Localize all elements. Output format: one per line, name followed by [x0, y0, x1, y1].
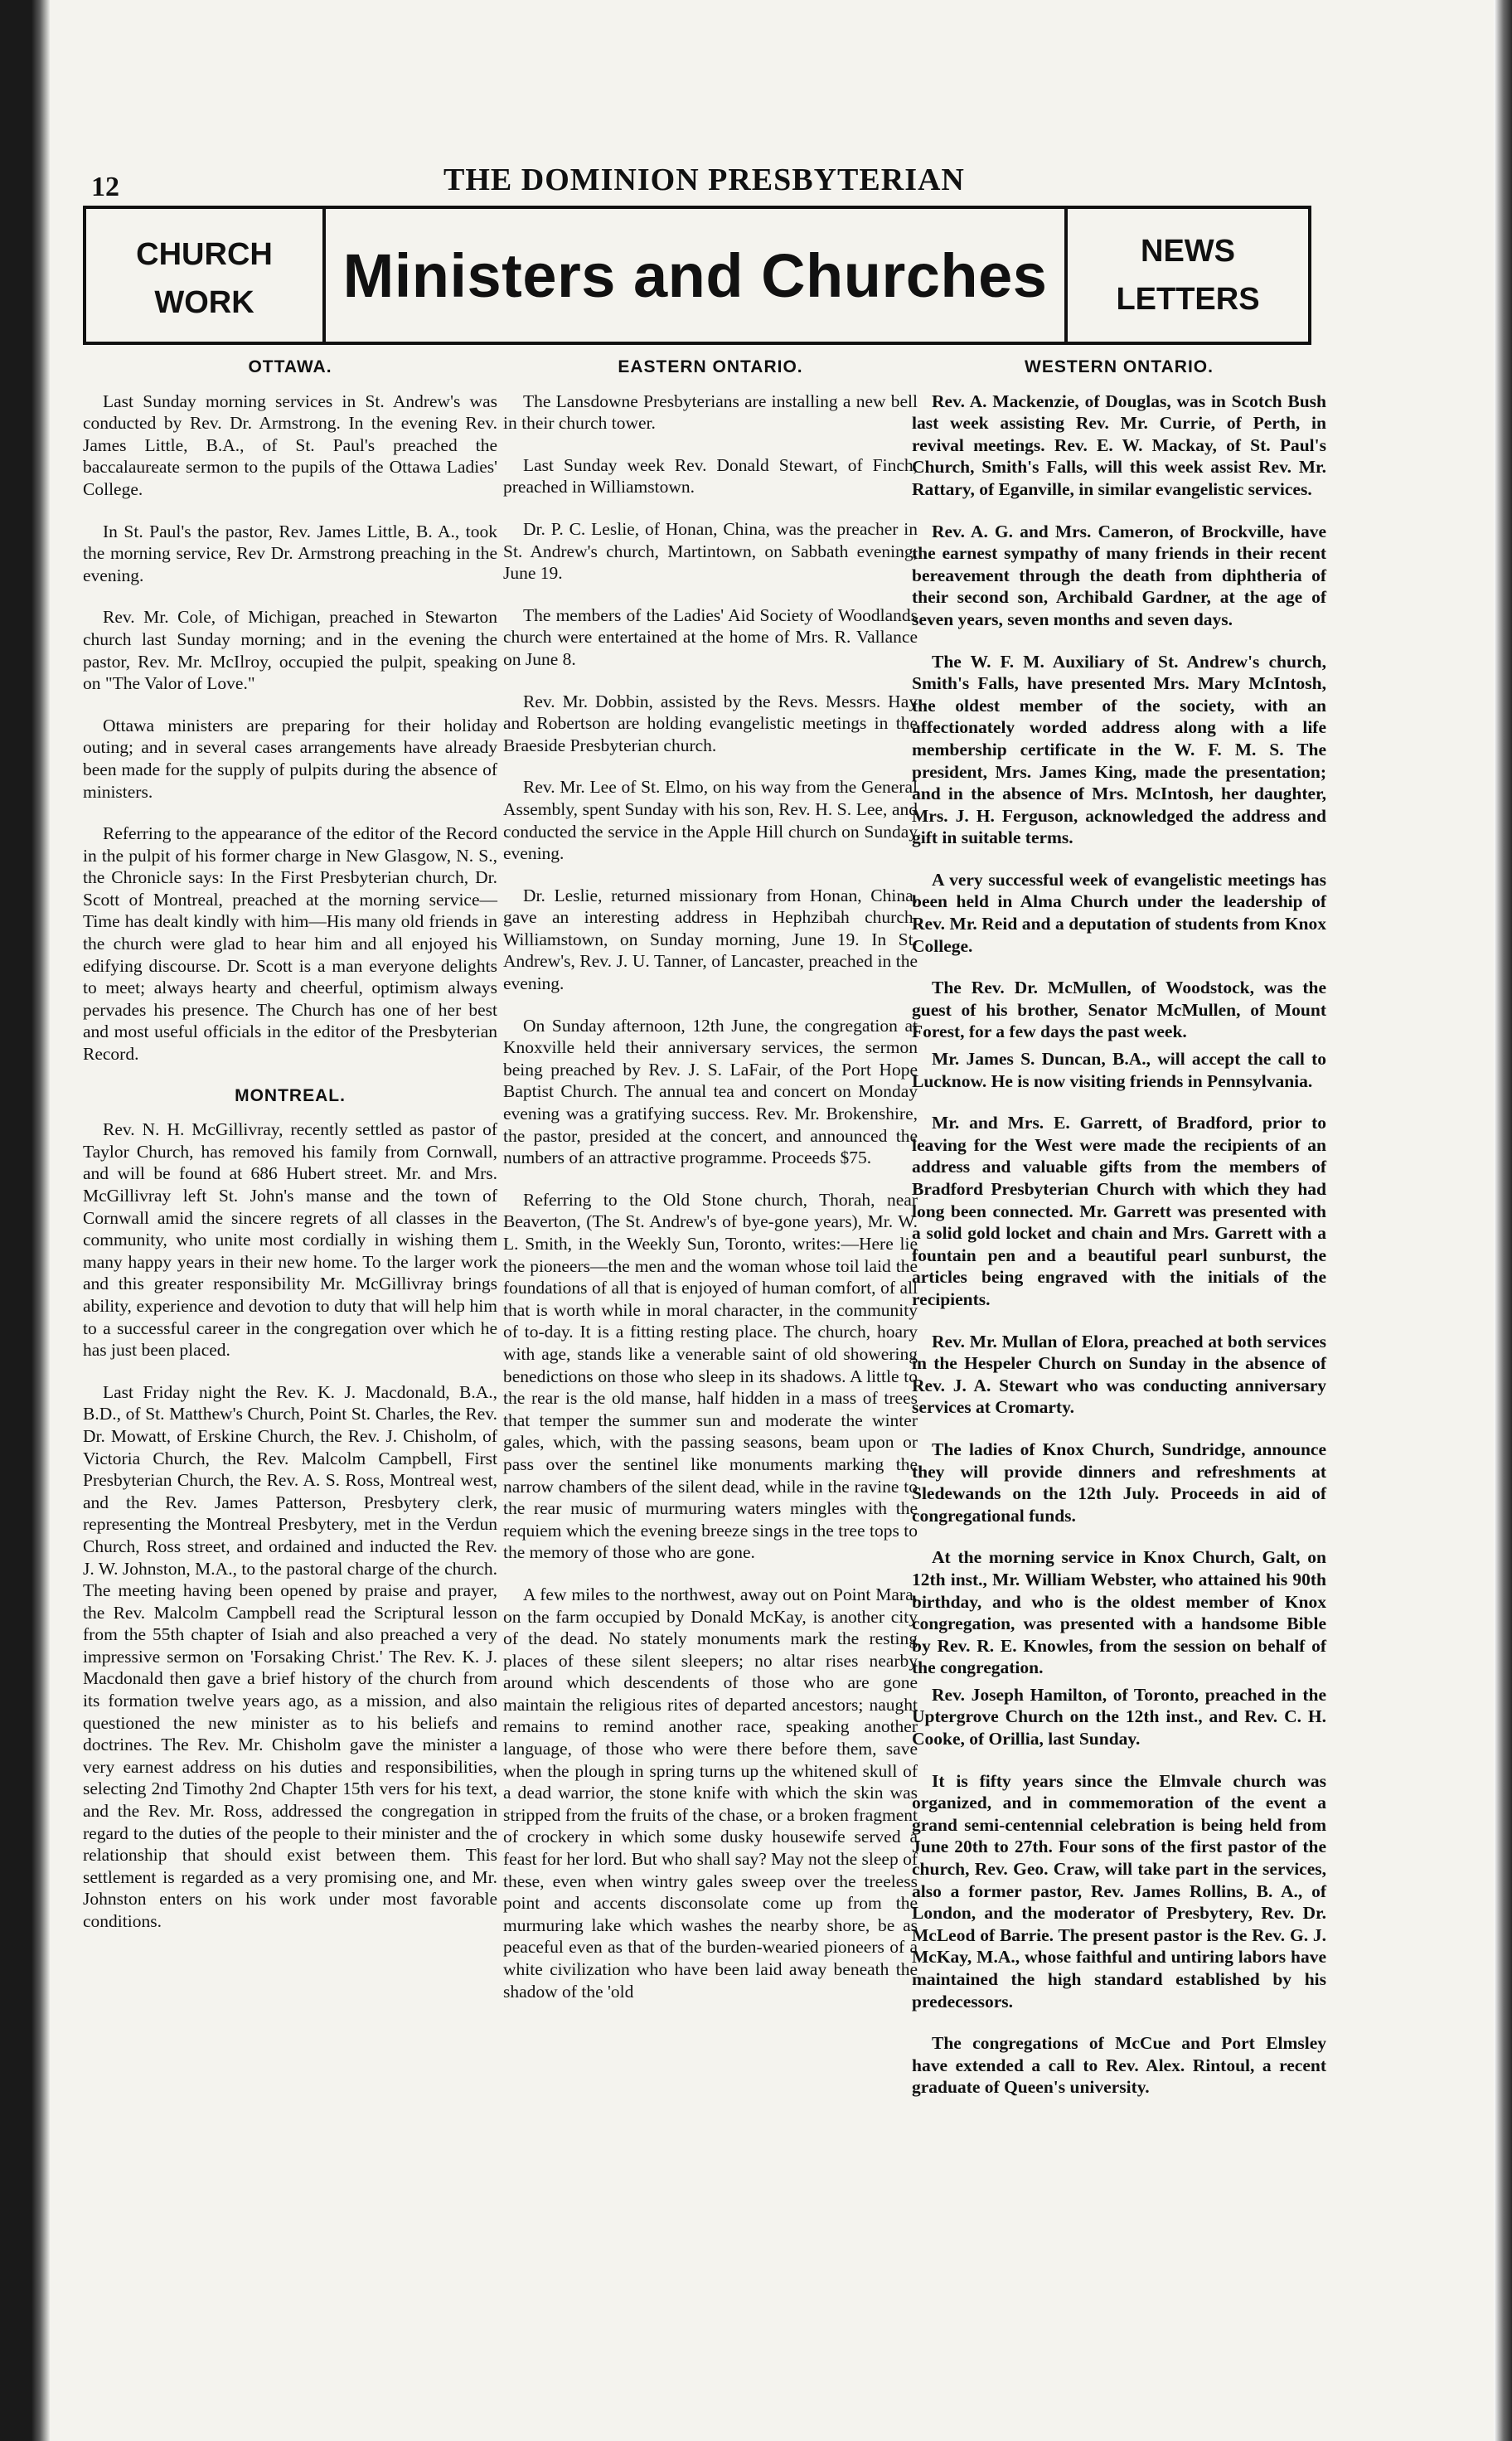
scan-border-right — [1494, 0, 1512, 2441]
article-paragraph: Rev. Mr. Lee of St. Elmo, on his way from the General Assembly, spent Sunday with his son, Rev. H. S. Lee, and conducted the service in the Apple Hill church on Sunday evening. — [503, 777, 918, 864]
article-paragraph: At the morning service in Knox Church, Galt, on 12th inst., Mr. William Webster, who attained his 90th birthday, and who is the oldest member of Knox congregation, was presented with a handsome Bible by Rev. R. E. Knowles, from the session on behalf of the congregation. — [912, 1547, 1326, 1678]
scan-border-left — [0, 0, 50, 2441]
banner-title: Ministers and Churches — [342, 240, 1048, 310]
article-paragraph: Rev. N. H. McGillivray, recently settled as pastor of Taylor Church, has removed his family from Cornwall, and will be found at 686 Hubert street. Mr. and Mrs. McGillivray left St. John's manse and the town of Cornwall amid the sincere regrets of all classes in the community, who unite most cordially in wishing them many happy years in their new home. To the larger work and this greater responsibility Mr. McGillivray brings ability, experience and devotion to duty that will help him to a successful career in the congregation over which he has just been placed. — [83, 1119, 497, 1361]
article-paragraph: The members of the Ladies' Aid Society of Woodlands church were entertained at the home of Mrs. R. Vallance on June 8. — [503, 604, 918, 669]
article-paragraph: The Rev. Dr. McMullen, of Woodstock, was the guest of his brother, Senator McMullen, of Mount Forest, for a few days the past week. — [912, 978, 1326, 1042]
banner-work-label: WORK — [154, 285, 254, 320]
article-paragraph: Last Sunday week Rev. Donald Stewart, of Finch, preached in Williamstown. — [503, 454, 918, 497]
article-paragraph: Rev. Joseph Hamilton, of Toronto, preached in the Uptergrove Church on the 12th inst., and Rev. C. H. Cooke, of Orillia, last Sunday. — [912, 1684, 1326, 1749]
article-paragraph: Last Sunday morning services in St. Andrew's was conducted by Rev. Dr. Armstrong. In the evening Rev. James Little, B.A., of St. Paul's preached the baccalaureate sermon to the pupils of the Ottawa Ladies' College. — [83, 391, 497, 499]
article-paragraph: Rev. Mr. Dobbin, assisted by the Revs. Messrs. Hay and Robertson are holding evangelistic meetings in the Braeside Presbyterian church. — [503, 691, 918, 755]
banner-right-box — [1064, 209, 1308, 342]
article-paragraph: The W. F. M. Auxiliary of St. Andrew's church, Smith's Falls, have presented Mrs. Mary McIntosh, the oldest member of the society, with an affectionately worded address along with a life membership certificate in the W. F. M. S. The president, Mrs. James King, made the presentation; and in the absence of Mrs. McIntosh, her daughter, Mrs. J. H. Ferguson, acknowledged the address and gift in suitable terms. — [912, 651, 1326, 848]
banner-letters-label: LETTERS — [1116, 282, 1260, 317]
article-paragraph: It is fifty years since the Elmvale church was organized, and in commemoration of the event a grand semi-centennial celebration is being held from June 20th to 27th. Four sons of the first pastor of the church, Rev. Geo. Craw, will take part in the services, also a former pastor, Rev. James Rollins, B. A., of London, and the moderator of Presbytery, Rev. Dr. McLeod of Barrie. The present pastor is the Rev. G. J. McKay, M.A., whose faithful and untiring labors have maintained the high standard established by his predecessors. — [912, 1770, 1326, 2012]
column-ottawa-montreal — [83, 357, 497, 1953]
section-head-eastern-ontario: EASTERN ONTARIO. — [618, 357, 803, 376]
section-banner — [83, 206, 1311, 345]
article-paragraph: Mr. James S. Duncan, B.A., will accept the call to Lucknow. He is now visiting friends in Pennsylvania. — [912, 1049, 1326, 1091]
article-paragraph: Ottawa ministers are preparing for their holiday outing; and in several cases arrangements have already been made for the supply of pulpits during the absence of ministers. — [83, 715, 497, 802]
article-paragraph: The Lansdowne Presbyterians are installing a new bell in their church tower. — [503, 391, 918, 434]
article-paragraph: Last Friday night the Rev. K. J. Macdonald, B.A., B.D., of St. Matthew's Church, Point St. Charles, the Rev. Dr. Mowatt, of Erskine Church, the Rev. J. Chisholm, of Victoria Church, the Rev. Malcolm Campbell, First Presbyterian Church, the Rev. A. S. Ross, Montreal west, and the Rev. James Patterson, Presbytery clerk, representing the Montreal Presbytery, met in the Verdun Church, Ross street, and ordained and inducted the Rev. J. W. Johnston, M.A., to the pastoral charge of the church. The meeting having been opened by praise and prayer, the Rev. Malcolm Campbell read the Scriptural lesson from the 55th chapter of Isiah and also preached a very impressive sermon on 'Forsaking Christ.' The Rev. K. J. Macdonald then gave a brief history of the church from its formation twelve years ago, as a mission, and also questioned the new minister as to his beliefs and doctrines. The Rev. Mr. Chisholm gave the minister a very earnest address on his duties and responsibilities, selecting 2nd Timothy 2nd Chapter 15th vers for his text, and the Rev. Mr. Ross, addressed the congregation in regard to the duties of the people to their minister and the relationship that should exist between them. This settlement is regarded as a very promising one, and Mr. Johnston enters on his work under most favorable conditions. — [83, 1381, 497, 1931]
banner-left-box — [86, 209, 326, 342]
section-head-montreal: MONTREAL. — [235, 1085, 346, 1105]
article-paragraph: Rev. A. Mackenzie, of Douglas, was in Scotch Bush last week assisting Rev. Mr. Currie, of Perth, in revival meetings. Rev. E. W. Mackay, of St. Paul's Church, Smith's Falls, will this week assist Rev. Mr. Rattary, of Eganville, in similar evangelistic services. — [912, 391, 1326, 499]
article-paragraph: In St. Paul's the pastor, Rev. James Little, B. A., took the morning service, Rev Dr. Armstrong preaching in the evening. — [83, 521, 497, 585]
article-paragraph: Rev. Mr. Mullan of Elora, preached at both services in the Hespeler Church on Sunday in the absence of Rev. J. A. Stewart who was conducting anniversary services at Cromarty. — [912, 1331, 1326, 1418]
article-paragraph: A very successful week of evangelistic meetings has been held in Alma Church under the leadership of Rev. Mr. Reid and a deputation of students from Knox College. — [912, 869, 1326, 956]
column-eastern-ontario — [503, 357, 918, 2022]
article-paragraph: Dr. P. C. Leslie, of Honan, China, was the preacher in St. Andrew's church, Martintown, on Sabbath evening, June 19. — [503, 518, 918, 584]
column-western-ontario — [912, 357, 1326, 2118]
article-paragraph: Dr. Leslie, returned missionary from Honan, China, gave an interesting address in Hephzibah church, Williamstown, on Sunday morning, June 19. In St. Andrew's, Rev. J. U. Tanner, of Lancaster, preached in the evening. — [503, 885, 918, 994]
running-head — [87, 162, 1330, 211]
paper-title: THE DOMINION PRESBYTERIAN — [443, 163, 965, 197]
article-paragraph: Rev. Mr. Cole, of Michigan, preached in Stewarton church last Sunday morning; and in the evening the pastor, Rev. Mr. McIlroy, occupied the pulpit, speaking on "The Valor of Love." — [83, 607, 497, 694]
article-paragraph: Referring to the appearance of the editor of the Record in the pulpit of his former charge in New Glasgow, N. S., the Chronicle says: In the First Presbyterian church, Dr. Scott of Montreal, preached at the morning service—Time has dealt kindly with him—His many old friends in the church were glad to hear him and all enjoyed his edifying discourse. Dr. Scott is a man everyone delights to meet; always hearty and cheerful, optimism always pervades his presence. The Church has one of her best and most useful officials in the editor of the Presbyterian Record. — [83, 823, 497, 1065]
banner-news-label: NEWS — [1141, 234, 1235, 269]
section-head-western-ontario: WESTERN ONTARIO. — [1025, 357, 1214, 376]
article-paragraph: The congregations of McCue and Port Elmsley have extended a call to Rev. Alex. Rintoul, a recent graduate of Queen's university. — [912, 2033, 1326, 2098]
banner-church-label: CHURCH — [136, 237, 273, 272]
article-paragraph: On Sunday afternoon, 12th June, the congregation at Knoxville held their anniversary services, the sermon being preached by Rev. J. S. LaFair, of the Port Hope Baptist Church. The annual tea and concert on Monday evening was a gratifying success. Rev. Mr. Brokenshire, the pastor, presided at the concert, and announced the numbers of an attractive programme. Proceeds $75. — [503, 1015, 918, 1168]
article-paragraph: Rev. A. G. and Mrs. Cameron, of Brockville, have the earnest sympathy of many friends in their recent bereavement through the death from diphtheria of their second son, Archibald Gardner, at the age of seven years, seven months and seven days. — [912, 521, 1326, 629]
newspaper-page — [50, 0, 1494, 2441]
section-head-ottawa: OTTAWA. — [248, 357, 332, 376]
article-paragraph: Mr. and Mrs. E. Garrett, of Bradford, prior to leaving for the West were made the recipients of an address and valuable gifts from the members of Bradford Presbyterian Church with which they had long been connected. Mr. Garrett was presented with a solid gold locket and chain and Mrs. Garrett with a fountain pen and a beautiful pearl sunburst, the articles being engraved with the initials of the recipients. — [912, 1113, 1326, 1309]
page-number: 12 — [91, 172, 119, 202]
article-paragraph: A few miles to the northwest, away out on Point Mara, on the farm occupied by Donald McKay, is another city of the dead. No stately monuments mark the resting places of these silent sleepers; no altar rises nearby around which descendents of those who are gone maintain the religious rites of departed ancestors; naught remains to remind another race, speaking another language, of those who were there before them, save when the plough in spring turns up the whitened skull of a dead warrior, the stone knife with which the skin was stripped from the fruits of the chase, or a broken fragment of crockery in which some dusky housewife served a feast for her lord. But who shall say? May not the sleep of these, even when wintry gales sweep over the treeless point and accents disconsolate come up from the murmuring lake which washes the nearby shore, be as peaceful even as that of the burden-wearied pioneers of a white civilization who have been laid away beneath the shadow of the 'old — [503, 1584, 918, 2002]
article-paragraph: Referring to the Old Stone church, Thorah, near Beaverton, (The St. Andrew's of bye-gone years), Mr. W. L. Smith, in the Weekly Sun, Toronto, writes:—Here lie the pioneers—the men and the woman whose toil laid the foundations of all that is enjoyed of human comfort, of all that is worth while in moral character, in the community of to-day. It is a fitting resting place. The church, hoary with age, stands like a venerable saint of old showering benedictions on those who sleep in its shadows. A little to the rear is the old manse, half hidden in a mass of trees that temper the summer sun and moderate the winter gales, which, with the passing seasons, beam upon or pass over the sentinel like monuments marking the narrow chambers of the silent dead, while in the ravine to the rear music of murmuring waters mingles with the requiem which the evening breeze sings in the tree tops to the memory of those who are gone. — [503, 1189, 918, 1563]
article-paragraph: The ladies of Knox Church, Sundridge, announce they will provide dinners and refreshments at Sledewands on the 12th July. Proceeds in aid of congregational funds. — [912, 1439, 1326, 1526]
